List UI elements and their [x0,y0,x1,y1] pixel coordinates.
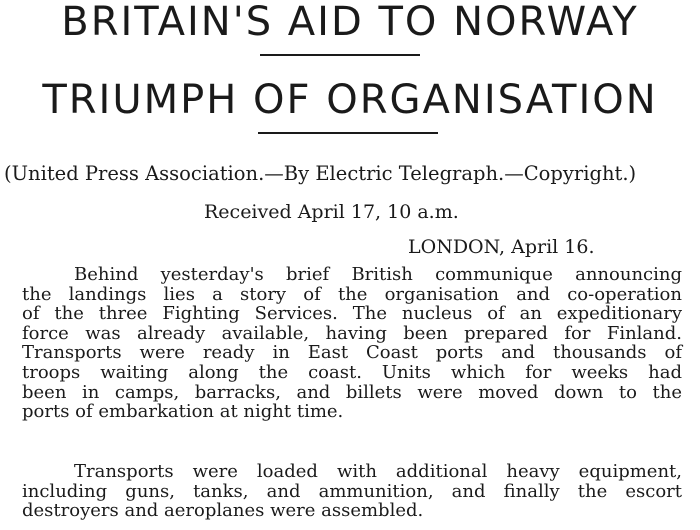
body-paragraph-1 [22,265,682,422]
paragraph-line: Transports were loaded with additional heavy equipment, [74,461,682,482]
received-time: Received April 17, 10 a.m. [204,201,459,223]
paragraph-line: the landings lies a story of the organisation and co-operation [22,283,682,305]
paragraph-line: including guns, tanks, and ammunition, and finally the escort [22,480,682,502]
headline-underline-2 [258,132,438,134]
press-credit: (United Press Association.—By Electric Telegraph.—Copyright.) [4,162,637,185]
headline-line-1: BRITAIN'S AID TO NORWAY [61,0,639,45]
paragraph-line: Transports were ready in East Coast ports and thousands of [22,342,682,364]
paragraph-line: ports of embarkation at night time. [22,401,344,423]
paragraph-line: been in camps, barracks, and billets were moved down to the [22,381,682,403]
headline-underline-1 [260,54,420,56]
dateline: LONDON, April 16. [408,236,595,258]
body-paragraph-2 [22,462,682,521]
paragraph-line: force was already available, having been prepared for Finland. [22,322,682,344]
paragraph-line: Behind yesterday's brief British communique announcing [74,264,682,285]
paragraph-line: destroyers and aeroplanes were assembled. [22,500,424,522]
paragraph-line: troops waiting along the coast. Units which for weeks had [22,361,682,383]
headline-line-2: TRIUMPH OF ORGANISATION [42,77,658,123]
paragraph-line: of the three Fighting Services. The nucleus of an expeditionary [22,303,682,325]
